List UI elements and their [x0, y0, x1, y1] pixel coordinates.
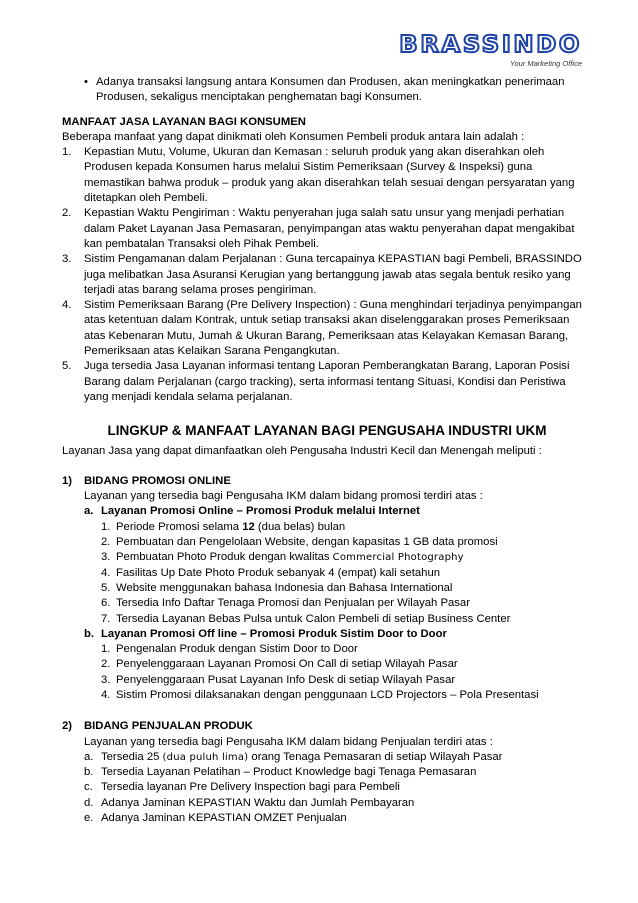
- item-text-prefix: Periode Promosi selama: [116, 520, 243, 533]
- item-letter: d.: [84, 796, 94, 809]
- item-number: 3.: [101, 551, 111, 564]
- sales-item: [62, 750, 592, 765]
- item-letter: b.: [84, 766, 94, 779]
- consumer-item-number: 1.: [62, 146, 72, 159]
- intro-bullet: [62, 75, 592, 106]
- logo-tagline: Your Marketing Office: [509, 59, 582, 68]
- item-text-styled: (dua puluh lima): [162, 751, 249, 763]
- item-text-suffix: (dua belas) bulan: [254, 520, 346, 533]
- promo-online-item: [62, 566, 592, 581]
- logo-brand: BRASSINDO: [399, 32, 582, 58]
- promo-online-item: [62, 520, 592, 535]
- item-text-suffix: orang Tenaga Pemasaran di setiap Wilayah Pasar: [248, 750, 503, 763]
- promo-offline-item: [62, 673, 592, 688]
- promo-offline-item-text: Pengenalan Produk dengan Sistim Door to Door: [116, 643, 358, 656]
- promo-online-item: [62, 550, 592, 565]
- consumer-item: [62, 298, 592, 359]
- consumer-item-number: 5.: [62, 360, 72, 373]
- sales-item-text: Adanya Jaminan KEPASTIAN Waktu dan Jumlah Pembayaran: [101, 796, 415, 809]
- section-title: BIDANG PROMOSI ONLINE: [84, 474, 231, 487]
- section-number: 2): [62, 720, 73, 733]
- item-number: 3.: [101, 673, 111, 686]
- section-promosi-heading: [62, 474, 592, 489]
- promo-offline-item: [62, 688, 592, 703]
- item-number: 1.: [101, 520, 111, 533]
- subsection-letter: b.: [84, 627, 95, 640]
- sales-item-text: Tersedia Layanan Pelatihan – Product Knowledge bagi Tenaga Pemasaran: [101, 766, 477, 779]
- consumer-item-text: Sistim Pemeriksaan Barang (Pre Delivery Inspection) : Guna menghindari terjadinya penyimpangan atas ketentuan dalam Kontrak, untuk setiap transaksi akan diselenggarakan proses Pemeriksaan atas Kebenaran Mutu, Jumah & Ukuran Barang, Pemeriksaan atas Kelayakan Kemasan Barang, Pemeriksaan atas Kelaikan Sarana Pengangkutan.: [84, 299, 582, 358]
- promo-online-item: [62, 612, 592, 627]
- item-text-prefix: Tersedia 25: [101, 750, 163, 763]
- intro-bullet-text: Adanya transaksi langsung antara Konsumen dan Produsen, akan meningkatkan penerimaan Produsen, sekaligus menciptakan penghematan bagi Konsumen.: [96, 76, 565, 104]
- section-number: 1): [62, 474, 73, 487]
- promo-offline-item: [62, 642, 592, 657]
- sales-item-text: [101, 750, 502, 765]
- consumer-title: MANFAAT JASA LAYANAN BAGI KONSUMEN: [62, 115, 306, 128]
- sales-item: [62, 780, 592, 795]
- consumer-item: [62, 252, 592, 298]
- promo-offline-item-text: Sistim Promosi dilaksanakan dengan penggunaan LCD Projectors – Pola Presentasi: [116, 688, 539, 701]
- sales-item: [62, 765, 592, 780]
- consumer-item: [62, 145, 592, 206]
- item-text-bold: 12: [242, 520, 255, 533]
- item-number: 6.: [101, 597, 111, 610]
- consumer-item-text: Kepastian Mutu, Volume, Ukuran dan Kemasan : seluruh produk yang akan diserahkan oleh Produsen kepada Konsumen harus melalui Sistim Pemeriksaan (Survey & Inspeksi) guna memastikan bahwa produk – produk yang akan diserahkan telah sesuai dengan persyaratan yang ditetapkan oleh Pembeli.: [84, 146, 575, 205]
- promo-offline-item-text: Penyelenggaraan Layanan Promosi On Call di setiap Wilayah Pasar: [116, 658, 458, 671]
- promo-online-item-text: Pembuatan dan Pengelolaan Website, dengan kapasitas 1 GB data promosi: [116, 536, 498, 549]
- item-number: 4.: [101, 688, 111, 701]
- promo-online-item: [62, 535, 592, 550]
- bullet-dot-icon: •: [84, 76, 88, 88]
- industry-intro: Layanan Jasa yang dapat dimanfaatkan oleh Pengusaha Industri Kecil dan Menengah meliputi :: [62, 444, 542, 457]
- sales-item: [62, 811, 592, 826]
- promo-offline-item-text: Penyelenggaraan Pusat Layanan Info Desk di setiap Wilayah Pasar: [116, 673, 456, 686]
- item-text-styled: Commercial Photography: [332, 552, 464, 564]
- industry-title: LINGKUP & MANFAAT LAYANAN BAGI PENGUSAHA INDUSTRI UKM: [107, 423, 547, 439]
- consumer-item-text: Kepastian Waktu Pengiriman : Waktu penyerahan juga salah satu unsur yang menjadi perhatian dalam Paket Layanan Jasa Pemasaran, penyimpangan atas waktu penyerahan dapat mengakibat kan pembatalan Transaksi oleh Pihak Pembeli.: [84, 207, 575, 250]
- promo-online-item-text: [116, 550, 592, 565]
- consumer-item: [62, 206, 592, 252]
- item-number: 5.: [101, 581, 111, 594]
- item-letter: a.: [84, 750, 94, 763]
- consumer-item-text: Juga tersedia Jasa Layanan informasi tentang Laporan Pemberangkatan Barang, Laporan Posisi Barang dalam Perjalanan (cargo tracking), serta informasi tentang Situasi, Kondisi dan Peristiwa yang menjadi kendala selama perjalanan.: [84, 360, 570, 403]
- sales-item-text: Tersedia layanan Pre Delivery Inspection bagi para Pembeli: [101, 781, 400, 794]
- section-penjualan-heading: [62, 719, 592, 734]
- item-number: 7.: [101, 612, 111, 625]
- promo-online-item-text: Tersedia Layanan Bebas Pulsa untuk Calon Pembeli di setiap Business Center: [116, 612, 511, 625]
- brassindo-logo: [399, 32, 582, 71]
- item-number: 4.: [101, 566, 111, 579]
- subsection-letter: a.: [84, 505, 94, 518]
- promo-online-item-text: Tersedia Info Daftar Tenaga Promosi dan Penjualan per Wilayah Pasar: [116, 597, 470, 610]
- subsection-title: Layanan Promosi Online – Promosi Produk melalui Internet: [101, 505, 420, 518]
- promo-offline-item: [62, 657, 592, 672]
- section-penjualan-intro: Layanan yang tersedia bagi Pengusaha IKM dalam bidang Penjualan terdiri atas :: [84, 735, 493, 748]
- promo-online-item-text: [116, 520, 592, 535]
- item-text-prefix: Pembuatan Photo Produk dengan kwalitas: [116, 551, 333, 564]
- item-number: 2.: [101, 536, 111, 549]
- subsection-online-heading: [62, 504, 592, 519]
- consumer-item: [62, 359, 592, 405]
- document-body: [62, 75, 592, 826]
- sales-item-text: Adanya Jaminan KEPASTIAN OMZET Penjualan: [101, 812, 347, 825]
- section-promosi-intro: Layanan yang tersedia bagi Pengusaha IKM dalam bidang promosi terdiri atas :: [84, 490, 483, 503]
- item-number: 2.: [101, 658, 111, 671]
- promo-online-item: [62, 581, 592, 596]
- sales-item: [62, 796, 592, 811]
- item-letter: e.: [84, 812, 94, 825]
- subsection-offline-heading: [62, 627, 592, 642]
- promo-online-item: [62, 596, 592, 611]
- consumer-item-number: 3.: [62, 253, 72, 266]
- consumer-item-text: Sistim Pengamanan dalam Perjalanan : Guna tercapainya KEPASTIAN bagi Pembeli, BRASSINDO juga melibatkan Jasa Asuransi Kerugian yang bertanggung jawab atas segala bentuk resiko yang terjadi atas barang selama proses pengiriman.: [84, 253, 582, 296]
- consumer-item-number: 4.: [62, 299, 72, 312]
- promo-online-item-text: Website menggunakan bahasa Indonesia dan Bahasa International: [116, 581, 453, 594]
- promo-online-item-text: Fasilitas Up Date Photo Produk sebanyak 4 (empat) kali setahun: [116, 566, 441, 579]
- consumer-intro: Beberapa manfaat yang dapat dinikmati oleh Konsumen Pembeli produk antara lain adalah :: [62, 130, 525, 143]
- subsection-title: Layanan Promosi Off line – Promosi Produk Sistim Door to Door: [101, 627, 447, 640]
- section-title: BIDANG PENJUALAN PRODUK: [84, 720, 253, 733]
- consumer-item-number: 2.: [62, 207, 72, 220]
- item-letter: c.: [84, 781, 93, 794]
- item-number: 1.: [101, 643, 111, 656]
